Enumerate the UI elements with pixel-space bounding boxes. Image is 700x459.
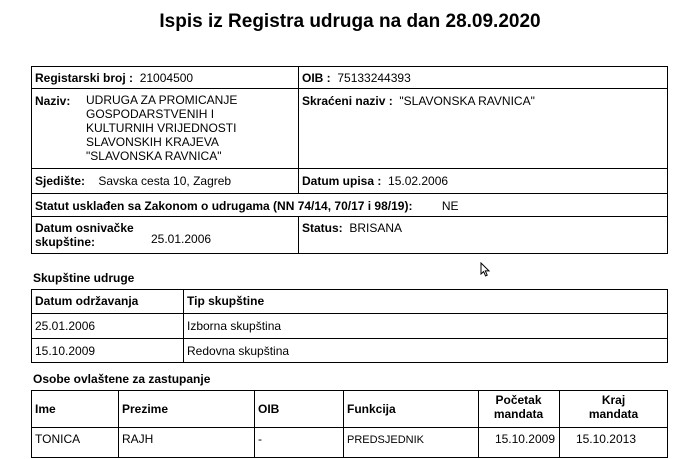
column-divider [343,390,344,458]
table-cell: PREDSJEDNIK [347,434,425,446]
statute-row [35,199,458,213]
status-row [302,221,402,235]
seat-label: Sjedište: [35,174,86,188]
table-cell: 15.10.2009 [35,344,96,358]
header-line: Početak [495,393,542,407]
statute-label: Statut usklađen sa Zakonom o udrugama (NN 74/14, 70/17 i 98/19): [35,199,413,213]
page-title: Ispis iz Registra udruga na dan 28.09.2020 [159,11,541,32]
column-header-function: Funkcija [347,402,396,416]
header-line: mandata [588,407,639,421]
founding-assembly-label [35,221,134,249]
naziv-line: SLAVONSKIH KRAJEVA [86,135,219,149]
info-divider [298,216,299,254]
founding-assembly-label-line: skupštine: [35,235,96,249]
oib-label: OIB : [302,71,331,85]
short-name-row [302,94,535,108]
column-header-first-name: Ime [35,402,56,416]
entry-date-row [302,174,448,188]
column-header-last-name: Prezime [122,402,169,416]
seat-row [35,174,231,188]
row-divider [31,427,668,428]
table-cell: RAJH [122,432,154,446]
seat-value: Savska cesta 10, Zagreb [98,174,232,188]
registration-number-label: Registarski broj : [35,71,134,85]
registration-row [35,71,193,85]
table-cell: TONICA [35,432,81,446]
oib-row [302,71,411,85]
naziv-line: "SLAVONSKA RAVNICA" [86,149,222,163]
info-row-divider [31,216,668,217]
table-cell: Izborna skupština [187,319,282,333]
table-cell: Redovna skupština [187,344,290,358]
mouse-pointer-icon [480,262,491,277]
entry-date-label: Datum upisa : [302,174,382,188]
row-divider [31,313,668,314]
founding-assembly-date: 25.01.2006 [151,232,212,246]
assemblies-heading: Skupštine udruge [33,271,135,285]
column-header-mandate-end [559,393,668,421]
table-cell: 15.10.2013 [575,432,636,446]
naziv-line: GOSPODARSTVENIH I [86,107,215,121]
column-divider [183,289,184,363]
naziv-value [86,93,237,163]
oib-value: 75133244393 [337,71,411,85]
representatives-heading: Osobe ovlaštene za zastupanje [33,372,211,386]
info-divider [298,66,299,193]
table-cell: 25.01.2006 [35,319,96,333]
column-header-mandate-start [478,393,559,421]
status-value: BRISANA [349,221,403,235]
naziv-label: Naziv: [35,94,71,108]
row-divider [31,338,668,339]
column-header-type: Tip skupštine [187,294,265,308]
status-label: Status: [302,221,343,235]
column-divider [118,390,119,458]
info-row-divider [31,193,668,194]
column-header-oib: OIB [258,402,280,416]
column-header-date: Datum održavanja [35,294,139,308]
short-name-value: "SLAVONSKA RAVNICA" [399,94,535,108]
founding-assembly-label-line: Datum osnivačke [35,221,134,235]
info-row-divider [31,88,668,89]
registration-number: 21004500 [139,71,194,85]
table-cell: 15.10.2009 [494,432,555,446]
table-cell: - [258,432,262,446]
naziv-line: UDRUGA ZA PROMICANJE [86,93,238,107]
column-divider [254,390,255,458]
short-name-label: Skraćeni naziv : [302,94,393,108]
entry-date-value: 15.02.2006 [388,174,449,188]
statute-value: NE [441,199,459,213]
info-row-divider [31,168,668,169]
header-line: mandata [493,407,544,421]
header-line: Kraj [601,393,626,407]
naziv-line: KULTURNIH VRIJEDNOSTI [86,121,237,135]
